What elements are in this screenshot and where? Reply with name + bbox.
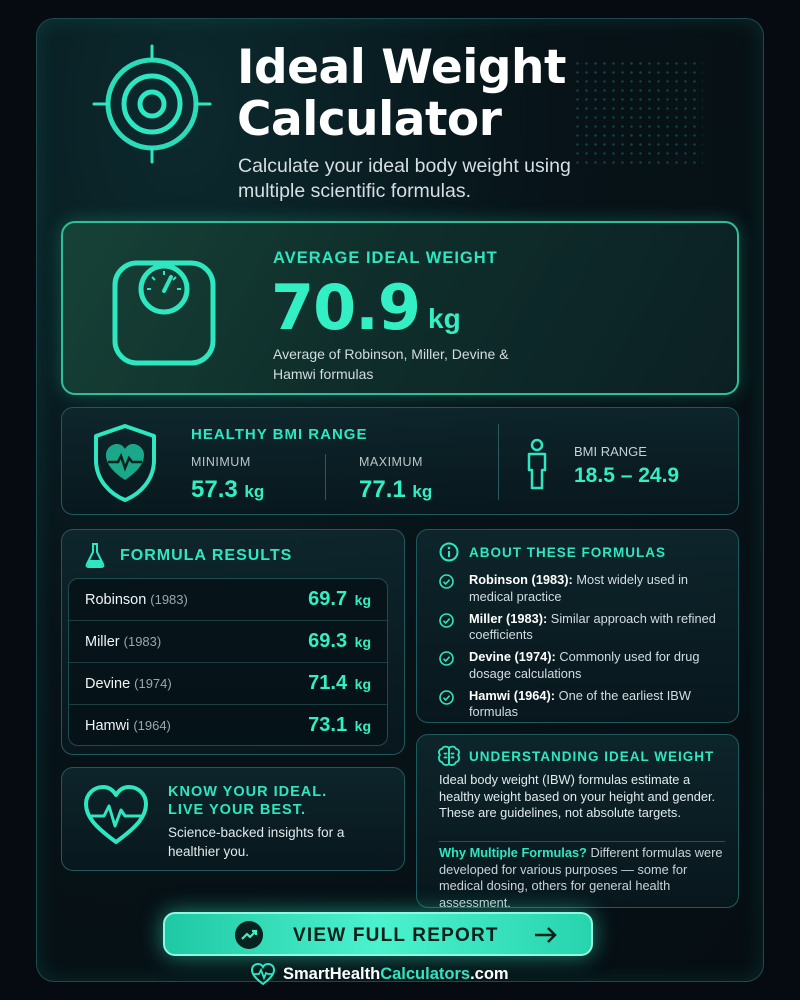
page-subtitle: Calculate your ideal body weight using multiple scientific formulas. xyxy=(238,155,571,202)
average-value: 70.9 xyxy=(271,271,420,344)
formula-name xyxy=(85,634,161,650)
footer-brand xyxy=(283,965,509,984)
minimum-label: MINIMUM xyxy=(191,455,251,469)
divider xyxy=(439,841,725,842)
formula-value xyxy=(308,714,371,737)
formula-name xyxy=(85,676,172,692)
view-full-report-label: VIEW FULL REPORT xyxy=(293,925,499,946)
formula-value xyxy=(308,672,371,695)
title-line1: Ideal Weight xyxy=(237,40,566,95)
check-circle-icon xyxy=(439,613,454,628)
divider xyxy=(498,424,499,500)
formula-number: 73.1 xyxy=(308,714,348,736)
formula-label: Robinson xyxy=(85,592,147,608)
page-title xyxy=(237,42,637,146)
formula-number: 71.4 xyxy=(308,672,348,694)
bmi-range-value: 18.5 – 24.9 xyxy=(574,464,680,487)
table-row xyxy=(69,621,387,663)
brand-part3: .com xyxy=(470,965,509,983)
formula-year: (1974) xyxy=(134,676,172,691)
trending-up-icon xyxy=(235,921,263,949)
formula-year: (1983) xyxy=(150,592,188,607)
about-formula-name: Miller (1983): xyxy=(469,610,548,626)
maximum-unit: kg xyxy=(412,482,433,501)
person-icon xyxy=(524,438,550,490)
shield-heart-icon xyxy=(90,422,160,504)
flask-icon xyxy=(84,542,106,568)
heart-pulse-logo-icon xyxy=(250,962,276,986)
brand-part2: Calculators xyxy=(380,965,471,983)
check-circle-icon xyxy=(439,651,454,666)
brand-part1: SmartHealth xyxy=(283,965,381,983)
about-list xyxy=(439,572,729,726)
bmi-range-card xyxy=(61,407,739,515)
title-line2: Calculator xyxy=(237,92,502,147)
why-multiple-label: Why Multiple Formulas? xyxy=(439,845,587,860)
formula-number: 69.3 xyxy=(308,630,348,652)
maximum-number: 77.1 xyxy=(359,476,406,503)
why-multiple-body: Different formulas were developed for various purposes — some for medical dosing, others for general health assessment. xyxy=(439,845,723,910)
formula-label: Devine xyxy=(85,676,131,692)
know-line1: KNOW YOUR IDEAL. xyxy=(168,784,328,800)
formula-label: Miller xyxy=(85,634,120,650)
view-full-report-button[interactable] xyxy=(163,912,593,956)
formula-value xyxy=(308,630,371,653)
list-item xyxy=(439,572,729,611)
table-row xyxy=(69,579,387,621)
target-icon xyxy=(92,44,212,164)
about-formula-text: Similar approach with refined coefficients xyxy=(469,610,716,642)
average-label: AVERAGE IDEAL WEIGHT xyxy=(273,249,498,267)
check-circle-icon xyxy=(439,574,454,589)
about-formula-name: Hamwi (1964): xyxy=(469,687,556,703)
understanding-card xyxy=(416,734,739,908)
info-icon xyxy=(439,542,459,562)
list-item xyxy=(439,611,729,650)
formula-number: 69.7 xyxy=(308,588,348,610)
know-your-ideal-card xyxy=(61,767,405,871)
results-table xyxy=(68,578,388,746)
about-formula-text: One of the earliest IBW formulas xyxy=(469,687,691,719)
list-item xyxy=(439,649,729,688)
about-formula-text: Most widely used in medical practice xyxy=(469,572,689,604)
maximum-value xyxy=(359,476,432,504)
table-row xyxy=(69,663,387,705)
formula-year: (1983) xyxy=(123,634,162,649)
formula-unit: kg xyxy=(354,634,371,650)
minimum-value xyxy=(191,476,264,504)
scale-icon xyxy=(109,249,219,369)
average-note: Average of Robinson, Miller, Devine & Hamwi formulas xyxy=(273,346,509,382)
average-unit: kg xyxy=(428,303,461,334)
understanding-title: UNDERSTANDING IDEAL WEIGHT xyxy=(469,749,715,764)
formula-name xyxy=(85,592,188,608)
about-formula-name: Robinson (1983): xyxy=(469,572,573,587)
know-line2: LIVE YOUR BEST. xyxy=(168,802,307,818)
formula-unit: kg xyxy=(354,718,371,734)
heart-pulse-icon xyxy=(82,782,150,848)
know-body: Science-backed insights for a healthier you. xyxy=(168,825,345,859)
brain-icon xyxy=(437,745,461,767)
list-item xyxy=(439,688,729,727)
about-formula-name: Devine (1974): xyxy=(469,649,556,664)
average-weight-card xyxy=(61,221,739,395)
arrow-right-icon xyxy=(533,924,559,946)
formula-label: Hamwi xyxy=(85,718,130,734)
divider xyxy=(325,454,326,500)
formula-results-card xyxy=(61,529,405,755)
check-circle-icon xyxy=(439,690,454,705)
formula-unit: kg xyxy=(354,676,371,692)
understanding-body: Ideal body weight (IBW) formulas estimate a healthy weight based on your height and gender. These are guidelines, not absolute targets. xyxy=(439,772,716,820)
about-formula-text: Commonly used for drug dosage calculations xyxy=(469,649,700,681)
formula-name xyxy=(85,718,171,734)
table-row xyxy=(69,705,387,746)
minimum-number: 57.3 xyxy=(191,476,238,503)
bmi-range-label: BMI RANGE xyxy=(574,444,647,459)
maximum-label: MAXIMUM xyxy=(359,455,423,469)
formula-year: (1964) xyxy=(133,718,171,733)
minimum-unit: kg xyxy=(244,482,265,501)
why-multiple-text xyxy=(439,845,725,911)
formula-value xyxy=(308,588,371,611)
formula-unit: kg xyxy=(354,592,371,608)
about-title: ABOUT THESE FORMULAS xyxy=(469,545,666,560)
about-formulas-card xyxy=(416,529,739,723)
bmi-title: HEALTHY BMI RANGE xyxy=(191,426,368,443)
results-title: FORMULA RESULTS xyxy=(120,547,293,564)
